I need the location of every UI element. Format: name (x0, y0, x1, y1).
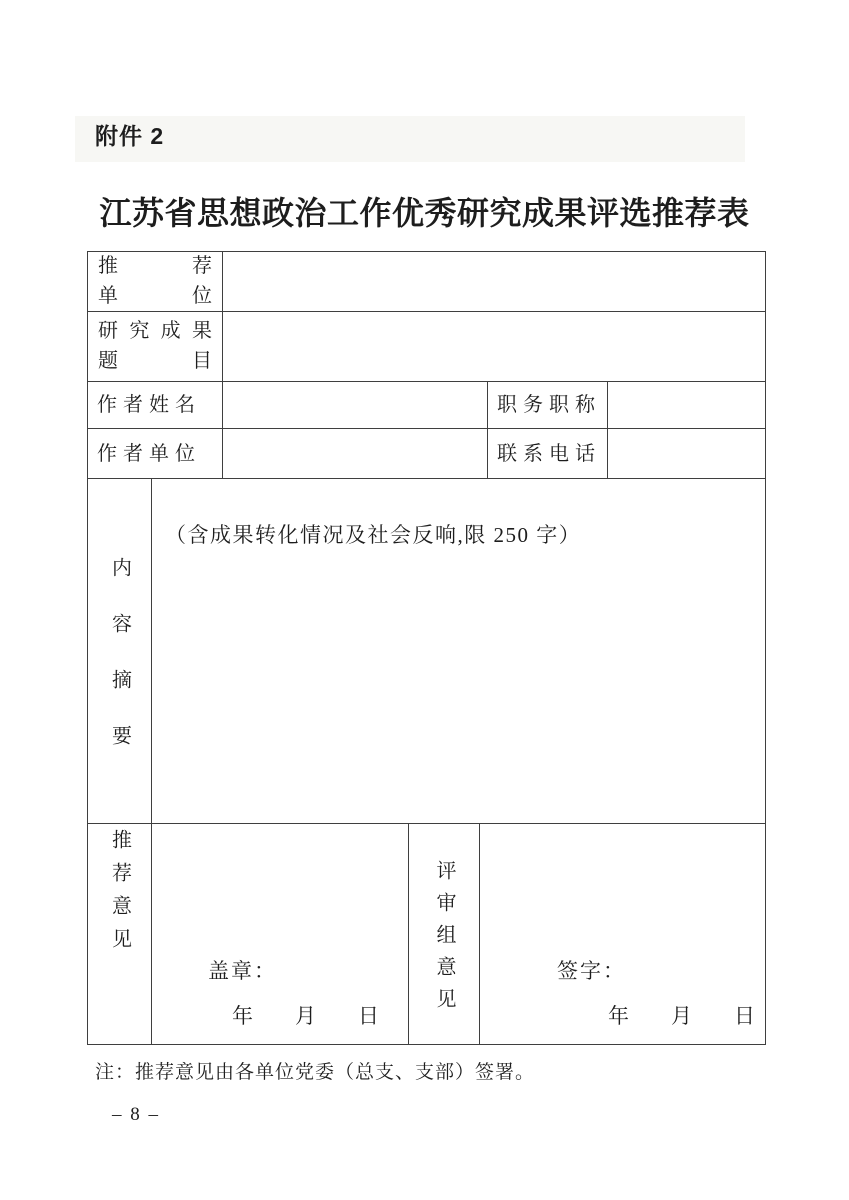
position-title-value-cell (608, 382, 765, 429)
achievement-title-value-cell (223, 312, 765, 382)
review-group-content-cell (480, 824, 765, 1044)
contact-phone-label: 联系电话 (497, 442, 601, 465)
author-unit-label: 作者单位 (97, 442, 201, 465)
recommending-unit-label-line2: 单位 (98, 285, 212, 307)
recommendation-label: 推荐意见 (108, 829, 131, 961)
author-unit-label-cell (88, 429, 223, 479)
abstract-label-cell (88, 479, 152, 824)
recommendation-label-cell (88, 824, 152, 1044)
contact-phone-label-cell (488, 429, 608, 479)
recommendation-content-cell (152, 824, 409, 1044)
recommendation-date-line: 年 月 日 (232, 1003, 379, 1028)
position-title-label-cell (488, 382, 608, 429)
achievement-title-label-line2: 题目 (98, 350, 212, 372)
abstract-content-cell (152, 479, 765, 824)
recommendation-form-table (87, 251, 766, 1045)
author-name-label-cell (88, 382, 223, 429)
attachment-label: 附件 2 (95, 123, 165, 149)
review-group-date-line: 年 月 日 (608, 1003, 755, 1028)
achievement-title-label-line1: 研究成果 (98, 320, 212, 342)
footnote: 注：推荐意见由各单位党委（总支、支部）签署。 (95, 1062, 536, 1083)
recommending-unit-label-cell (88, 252, 223, 312)
recommending-unit-label-line1: 推荐 (98, 255, 212, 277)
author-unit-value-cell (223, 429, 488, 479)
recommending-unit-value-cell (223, 252, 765, 312)
author-name-label: 作者姓名 (97, 394, 201, 416)
signature-label: 签字： (557, 959, 626, 984)
position-title-label: 职务职称 (497, 394, 601, 416)
seal-label: 盖章： (208, 959, 277, 984)
abstract-hint: （含成果转化情况及社会反响,限 250 字） (165, 523, 582, 547)
page-number: – 8 – (112, 1104, 160, 1125)
highlight-band (75, 116, 745, 162)
review-group-label-cell (409, 824, 480, 1044)
review-group-label: 评审组意见 (433, 860, 455, 1020)
abstract-label: 内容摘要 (108, 557, 131, 781)
achievement-title-label-cell (88, 312, 223, 382)
author-name-value-cell (223, 382, 488, 429)
page-title: 江苏省思想政治工作优秀研究成果评选推荐表 (99, 195, 750, 231)
contact-phone-value-cell (608, 429, 765, 479)
